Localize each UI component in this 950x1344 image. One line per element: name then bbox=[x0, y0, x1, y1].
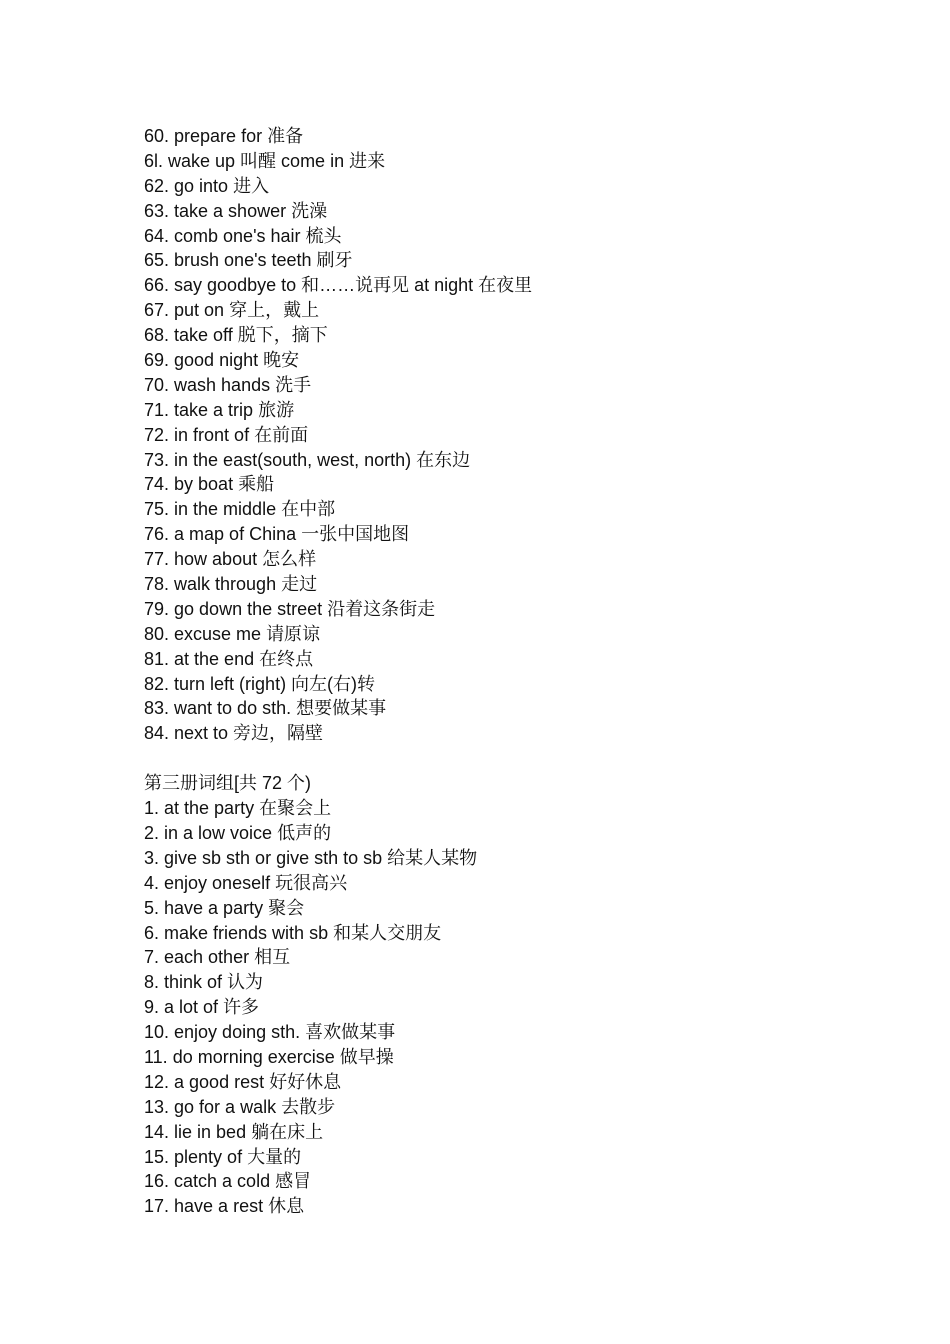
list-item: 70. wash hands 洗手 bbox=[144, 374, 312, 395]
list-item: 72. in front of 在前面 bbox=[144, 424, 309, 445]
list-item: 79. go down the street 沿着这条街走 bbox=[144, 598, 436, 619]
list-item: 84. next to 旁边，隔壁 bbox=[144, 723, 324, 744]
list-item: 64. comb one's hair 梳头 bbox=[144, 225, 342, 246]
list-item: 69. good night 晚安 bbox=[144, 350, 300, 371]
list-item: 16. catch a cold 感冒 bbox=[144, 1171, 312, 1192]
list-item: 6. make friends with sb 和某人交朋友 bbox=[144, 922, 442, 943]
list-item: 8. think of 认为 bbox=[144, 972, 264, 993]
list-item: 76. a map of China 一张中国地图 bbox=[144, 524, 410, 545]
section-spacer bbox=[144, 746, 904, 771]
list-item: 63. take a shower 洗澡 bbox=[144, 200, 328, 221]
list-item: 3. give sb sth or give sth to sb 给某人某物 bbox=[144, 847, 478, 868]
list-item: 68. take off 脱下，摘下 bbox=[144, 325, 328, 346]
phrase-list-b bbox=[144, 796, 904, 1219]
list-item: 7. each other 相互 bbox=[144, 947, 291, 968]
list-item: 14. lie in bed 躺在床上 bbox=[144, 1121, 324, 1142]
list-item: 10. enjoy doing sth. 喜欢做某事 bbox=[144, 1022, 396, 1043]
list-item: 67. put on 穿上，戴上 bbox=[144, 300, 320, 321]
list-item: 11. do morning exercise 做早操 bbox=[144, 1046, 394, 1067]
list-item: 60. prepare for 准备 bbox=[144, 126, 304, 146]
phrase-list-a bbox=[144, 124, 904, 746]
list-item: 13. go for a walk 去散步 bbox=[144, 1096, 336, 1117]
list-item: 83. want to do sth. 想要做某事 bbox=[144, 698, 387, 719]
list-item: 80. excuse me 请原谅 bbox=[144, 623, 321, 644]
document-page bbox=[144, 124, 904, 1219]
list-item: 66. say goodbye to 和……说再见 at night 在夜里 bbox=[144, 275, 533, 296]
list-item: 75. in the middle 在中部 bbox=[144, 499, 336, 520]
list-item: 82. turn left (right) 向左(右)转 bbox=[144, 673, 376, 694]
list-item: 4. enjoy oneself 玩很高兴 bbox=[144, 872, 348, 893]
list-item: 9. a lot of 许多 bbox=[144, 997, 260, 1018]
list-item: 78. walk through 走过 bbox=[144, 574, 318, 595]
list-item: 81. at the end 在终点 bbox=[144, 648, 314, 669]
list-item: 1. at the party 在聚会上 bbox=[144, 798, 332, 819]
list-item: 6l. wake up 叫醒 come in 进来 bbox=[144, 150, 386, 171]
list-item: 71. take a trip 旅游 bbox=[144, 399, 295, 420]
list-item: 5. have a party 聚会 bbox=[144, 897, 305, 918]
list-item: 15. plenty of 大量的 bbox=[144, 1146, 302, 1167]
list-item: 2. in a low voice 低声的 bbox=[144, 822, 332, 843]
list-item: 12. a good rest 好好休息 bbox=[144, 1071, 342, 1092]
list-item: 77. how about 怎么样 bbox=[144, 549, 317, 570]
list-item: 62. go into 进入 bbox=[144, 175, 270, 196]
list-item: 17. have a rest 休息 bbox=[144, 1196, 305, 1217]
list-item: 65. brush one's teeth 刷牙 bbox=[144, 250, 353, 271]
section-heading: 第三册词组[共 72 个) bbox=[144, 773, 312, 794]
list-item: 74. by boat 乘船 bbox=[144, 474, 275, 495]
list-item: 73. in the east(south, west, north) 在东边 bbox=[144, 449, 471, 470]
